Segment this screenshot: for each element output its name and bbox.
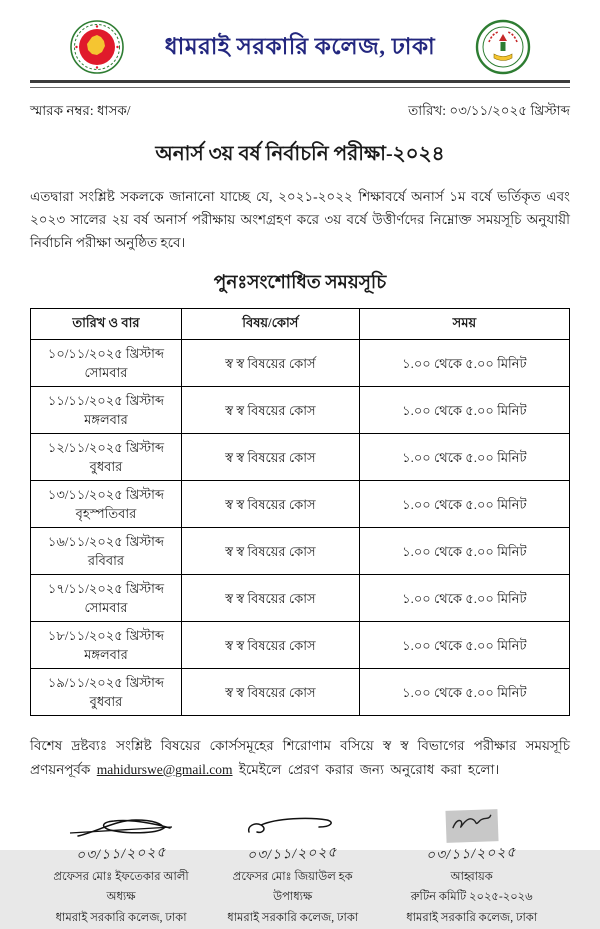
table-header-row — [31, 309, 570, 340]
bangladesh-government-seal-icon — [70, 20, 124, 74]
signature-date: ০৩/১১/২০২৫ — [75, 844, 167, 864]
memo-row — [30, 100, 570, 123]
signature-date: ০৩/১১/২০২৫ — [426, 844, 518, 864]
signatory-designation: অধ্যক্ষ — [106, 891, 136, 904]
column-header-time: সময় — [359, 309, 569, 340]
note-prefix: বিশেষ দ্রষ্টব্যঃ সংশ্লিষ্ট বিষয়ের কোর্সসমূহের শিরোণাম বসিয়ে স্ব স্ব বিভাগের পরীক্ষার সময়সূচি প্রণয়নপূর্বক — [30, 738, 570, 777]
cell-time: ১.০০ থেকে ৫.০০ মিনিট — [359, 622, 569, 669]
signatory-designation: আহ্বায়ক — [450, 870, 493, 883]
cell-date: ১১/১১/২০২৫ খ্রিস্টাব্দ মঙ্গলবার — [31, 387, 182, 434]
cell-subject: স্ব স্ব বিষয়ের কোস — [181, 528, 359, 575]
cell-time: ১.০০ থেকে ৫.০০ মিনিট — [359, 575, 569, 622]
signatory-institution: ধামরাই সরকারি কলেজ, ঢাকা — [406, 912, 538, 925]
cell-time: ১.০০ থেকে ৫.০০ মিনিট — [359, 340, 569, 387]
cell-date: ১৬/১১/২০২৫ খ্রিস্টাব্দ রবিবার — [31, 528, 182, 575]
cell-time: ১.০০ থেকে ৫.০০ মিনিট — [359, 528, 569, 575]
signatory-institution: ধামরাই সরকারি কলেজ, ঢাকা — [55, 912, 187, 925]
schedule-table — [30, 308, 570, 716]
cell-date: ১৮/১১/২০২৫ খ্রিস্টাব্দ মঙ্গলবার — [31, 622, 182, 669]
special-note — [30, 734, 570, 781]
cell-subject: স্ব স্ব বিষয়ের কোস — [181, 387, 359, 434]
cell-subject: স্ব স্ব বিষয়ের কোস — [181, 575, 359, 622]
cell-subject: স্ব স্ব বিষয়ের কোস — [181, 669, 359, 716]
signatory-name: প্রফেসর মোঃ জিয়াউল হক — [232, 870, 353, 883]
signature-scribble-icon — [377, 808, 566, 842]
signatory-designation: উপাধ্যক্ষ — [273, 891, 313, 904]
cell-date: ১২/১১/২০২৫ খ্রিস্টাব্দ বুধবার — [31, 434, 182, 481]
signature-scribble-icon — [208, 808, 377, 842]
signature-block-convener — [377, 808, 566, 929]
document-header — [30, 14, 570, 76]
header-divider — [30, 80, 570, 88]
table-row — [31, 481, 570, 528]
table-row — [31, 575, 570, 622]
table-row — [31, 622, 570, 669]
schedule-heading: পুনঃসংশোধিত সময়সূচি — [213, 273, 387, 294]
memo-number: স্মারক নম্বর: ধাসক/ — [30, 103, 131, 118]
table-row — [31, 387, 570, 434]
cell-date: ১০/১১/২০২৫ খ্রিস্টাব্দ সোমবার — [31, 340, 182, 387]
column-header-subject: বিষয়/কোর্স — [181, 309, 359, 340]
signature-section — [30, 808, 570, 929]
notice-title: অনার্স ৩য় বর্ষ নির্বাচনি পরীক্ষা-২০২৪ — [155, 143, 445, 165]
signature-scribble-icon — [34, 808, 208, 842]
cell-time: ১.০০ থেকে ৫.০০ মিনিট — [359, 669, 569, 716]
notice-body: এতদ্বারা সংশ্লিষ্ট সকলকে জানানো যাচ্ছে যে, ২০২১-২০২২ শিক্ষাবর্ষে অনার্স ১ম বর্ষে ভর্তিকৃত এবং ২০২৩ সালের ২য় বর্ষ অনার্স পরীক্ষায় অংশগ্রহণ করে ৩য় বর্ষে উত্তীর্ণদের নিম্নোক্ত সময়সূচি অনুযায়ী নির্বাচনি পরীক্ষা অনুষ্ঠিত হবে। — [30, 189, 570, 250]
table-row — [31, 434, 570, 481]
college-monogram-icon — [476, 20, 530, 74]
cell-date: ১৭/১১/২০২৫ খ্রিস্টাব্দ সোমবার — [31, 575, 182, 622]
signatory-institution: ধামরাই সরকারি কলেজ, ঢাকা — [227, 912, 359, 925]
signature-date: ০৩/১১/২০২৫ — [247, 844, 339, 864]
issue-date: তারিখ: ০৩/১১/২০২৫ খ্রিস্টাব্দ — [408, 103, 570, 118]
cell-date: ১৩/১১/২০২৫ খ্রিস্টাব্দ বৃহস্পতিবার — [31, 481, 182, 528]
cell-time: ১.০০ থেকে ৫.০০ মিনিট — [359, 387, 569, 434]
signatory-committee: রুটিন কমিটি ২০২৫-২০২৬ — [410, 891, 533, 904]
table-row — [31, 669, 570, 716]
cell-subject: স্ব স্ব বিষয়ের কোস — [181, 481, 359, 528]
cell-time: ১.০০ থেকে ৫.০০ মিনিট — [359, 481, 569, 528]
cell-date: ১৯/১১/২০২৫ খ্রিস্টাব্দ বুধবার — [31, 669, 182, 716]
table-row — [31, 340, 570, 387]
cell-subject: স্ব স্ব বিষয়ের কোর্স — [181, 340, 359, 387]
college-name: ধামরাই সরকারি কলেজ, ঢাকা — [164, 33, 436, 59]
signature-scan-patch — [445, 809, 498, 842]
cell-subject: স্ব স্ব বিষয়ের কোস — [181, 434, 359, 481]
table-row — [31, 528, 570, 575]
cell-subject: স্ব স্ব বিষয়ের কোস — [181, 622, 359, 669]
cell-time: ১.০০ থেকে ৫.০০ মিনিট — [359, 434, 569, 481]
signature-block-principal — [34, 808, 208, 929]
email-link[interactable]: mahidurswe@gmail.com — [96, 761, 233, 777]
note-suffix: ইমেইলে প্রেরণ করার জন্য অনুরোধ করা হলো। — [238, 761, 500, 777]
signature-block-vice-principal — [208, 808, 377, 929]
signatory-name: প্রফেসর মোঃ ইফতেকার আলী — [53, 870, 189, 883]
column-header-date: তারিখ ও বার — [31, 309, 182, 340]
